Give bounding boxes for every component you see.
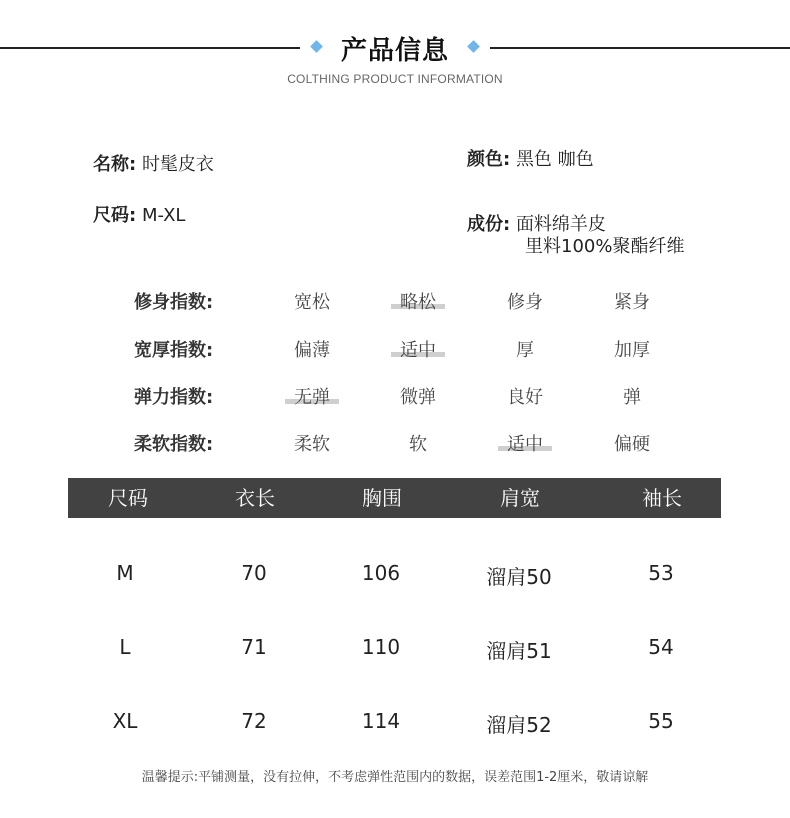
index-option: 加厚	[614, 340, 650, 361]
title-rule-left	[0, 47, 300, 49]
info-color	[467, 149, 594, 171]
info-name	[93, 154, 214, 176]
table-cell: 溜肩51	[486, 639, 552, 663]
index-label: 修身指数:	[134, 292, 214, 313]
table-cell: 114	[361, 709, 401, 733]
table-cell: 溜肩50	[486, 565, 552, 589]
title-rule-right	[490, 47, 790, 49]
index-option: 修身	[507, 292, 543, 313]
table-cell: 54	[648, 635, 674, 659]
info-material-line2: 里料100%聚酯纤维	[525, 236, 685, 257]
index-label: 弹力指数:	[134, 387, 214, 408]
page-title: 产品信息	[340, 36, 449, 66]
info-size-label: 尺码:	[93, 205, 137, 226]
index-option: 无弹	[294, 387, 330, 408]
size-table-header	[68, 478, 721, 518]
page-subtitle: COLTHING PRODUCT INFORMATION	[287, 72, 503, 86]
index-option: 略松	[400, 292, 436, 313]
table-cell: 106	[361, 561, 401, 585]
column-header: 胸围	[362, 486, 402, 510]
index-option: 软	[409, 434, 427, 455]
info-color-label: 颜色:	[467, 149, 511, 170]
info-color-value: 黑色 咖色	[515, 149, 594, 170]
index-option: 紧身	[614, 292, 650, 313]
index-option: 适中	[507, 434, 543, 455]
index-option: 适中	[400, 340, 436, 361]
info-name-value: 时髦皮衣	[141, 154, 214, 175]
table-cell: 55	[648, 709, 674, 733]
index-option: 微弹	[400, 387, 436, 408]
diamond-icon	[310, 40, 323, 53]
index-option: 宽松	[294, 292, 330, 313]
table-cell: 53	[648, 561, 674, 585]
table-cell: M	[116, 561, 134, 585]
diamond-icon	[467, 40, 480, 53]
info-name-label: 名称:	[93, 154, 137, 175]
index-option: 偏薄	[294, 340, 330, 361]
table-cell: 71	[241, 635, 267, 659]
table-cell: 溜肩52	[486, 713, 552, 737]
column-header: 袖长	[642, 486, 682, 510]
info-material	[467, 214, 685, 257]
index-label: 柔软指数:	[134, 434, 214, 455]
table-cell: L	[119, 635, 131, 659]
table-cell: 70	[241, 561, 267, 585]
info-material-line1: 面料绵羊皮	[515, 214, 606, 235]
info-material-label: 成份:	[467, 214, 511, 235]
info-size	[93, 205, 185, 227]
column-header: 尺码	[108, 486, 148, 510]
table-cell: 72	[241, 709, 267, 733]
section-title-bar	[0, 28, 790, 68]
measurement-note: 温馨提示:平铺测量，没有拉伸，不考虑弹性范围内的数据，误差范围1-2厘米，敬请谅解	[141, 770, 649, 785]
index-option: 良好	[507, 387, 543, 408]
index-label: 宽厚指数:	[134, 340, 214, 361]
index-option: 厚	[516, 340, 534, 361]
info-size-value: M-XL	[141, 205, 186, 226]
table-cell: XL	[112, 709, 138, 733]
index-option: 柔软	[294, 434, 330, 455]
column-header: 衣长	[235, 486, 275, 510]
index-option: 弹	[623, 387, 641, 408]
index-option: 偏硬	[614, 434, 650, 455]
table-cell: 110	[361, 635, 401, 659]
column-header: 肩宽	[500, 486, 540, 510]
